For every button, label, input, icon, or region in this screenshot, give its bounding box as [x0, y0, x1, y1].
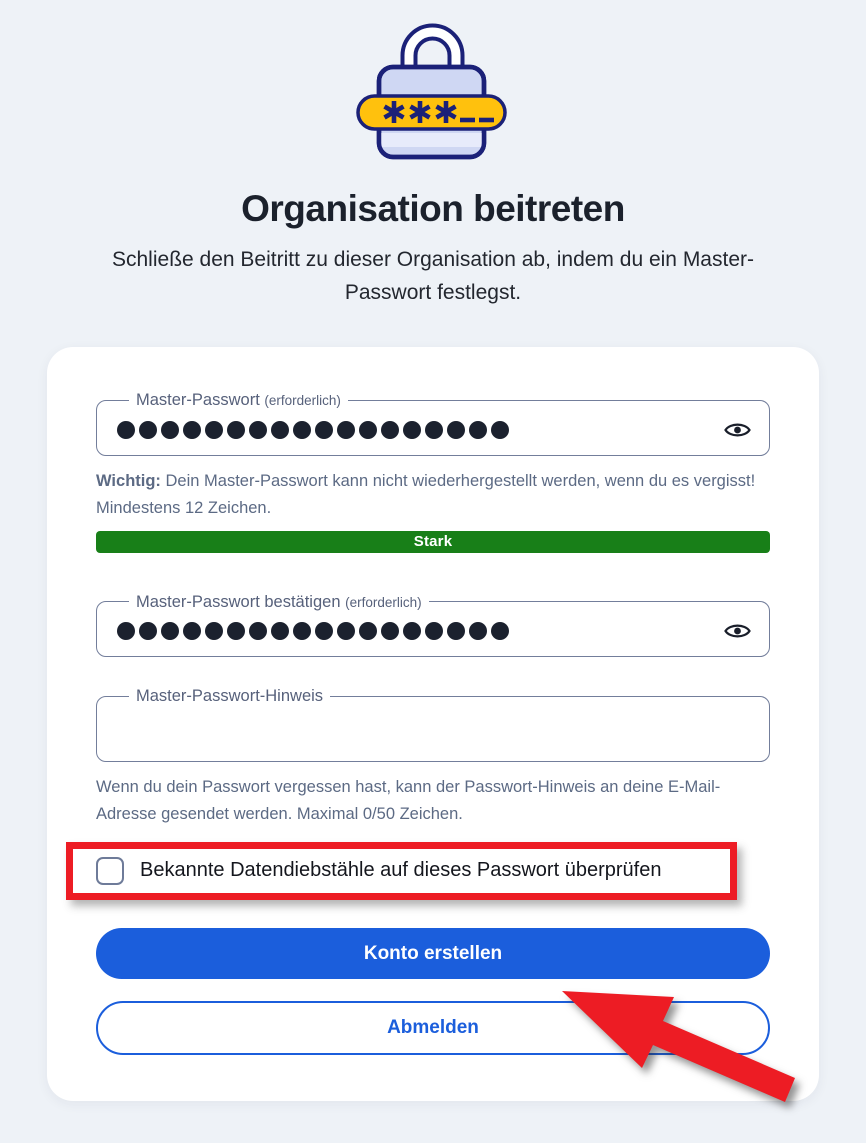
master-password-helper-text: Wichtig: Dein Master-Passwort kann nicht wiederhergestellt werden, wenn du es vergisst! Mindestens 12 Zeichen.	[96, 472, 756, 517]
eye-icon	[724, 421, 751, 439]
page-title: Organisation beitreten	[241, 188, 625, 229]
master-password-label: Master-Passwort (erforderlich)	[136, 391, 341, 410]
master-password-masked-value	[117, 421, 721, 439]
annotation-highlight-box	[66, 842, 737, 900]
confirm-password-field[interactable]	[96, 593, 770, 658]
logout-button[interactable]: Abmelden	[96, 1001, 770, 1055]
password-lock-icon	[356, 22, 511, 168]
password-hint-helper-text: Wenn du dein Passwort vergessen hast, kann der Passwort-Hinweis an deine E-Mail-Adresse gesendet werden. Maximal 0/50 Zeichen.	[96, 778, 721, 824]
page-subtitle: Schließe den Beitritt zu dieser Organisation ab, indem du ein Master-Passwort festlegst.	[112, 248, 754, 304]
password-hint-label: Master-Passwort-Hinweis	[136, 687, 324, 706]
create-account-button[interactable]: Konto erstellen	[96, 928, 770, 979]
master-password-field[interactable]	[96, 391, 770, 456]
helper-bold-prefix: Wichtig:	[96, 472, 161, 491]
hero-section	[0, 0, 866, 309]
breach-check-label: Bekannte Datendiebstähle auf dieses Passwort überprüfen	[140, 859, 662, 882]
join-organization-card	[47, 347, 819, 1101]
password-hint-field[interactable]	[96, 687, 770, 762]
breach-check-row[interactable]	[96, 857, 720, 885]
password-hint-input[interactable]	[117, 710, 751, 748]
eye-icon	[724, 622, 751, 640]
confirm-password-label: Master-Passwort bestätigen (erforderlich)	[136, 592, 422, 611]
toggle-password-visibility-button[interactable]	[721, 421, 751, 439]
confirm-password-masked-value	[117, 622, 721, 640]
lock-icon-wrapper	[0, 22, 866, 168]
password-strength-bar: Stark	[96, 531, 770, 553]
toggle-confirm-visibility-button[interactable]	[721, 622, 751, 640]
breach-check-checkbox[interactable]	[96, 857, 124, 885]
